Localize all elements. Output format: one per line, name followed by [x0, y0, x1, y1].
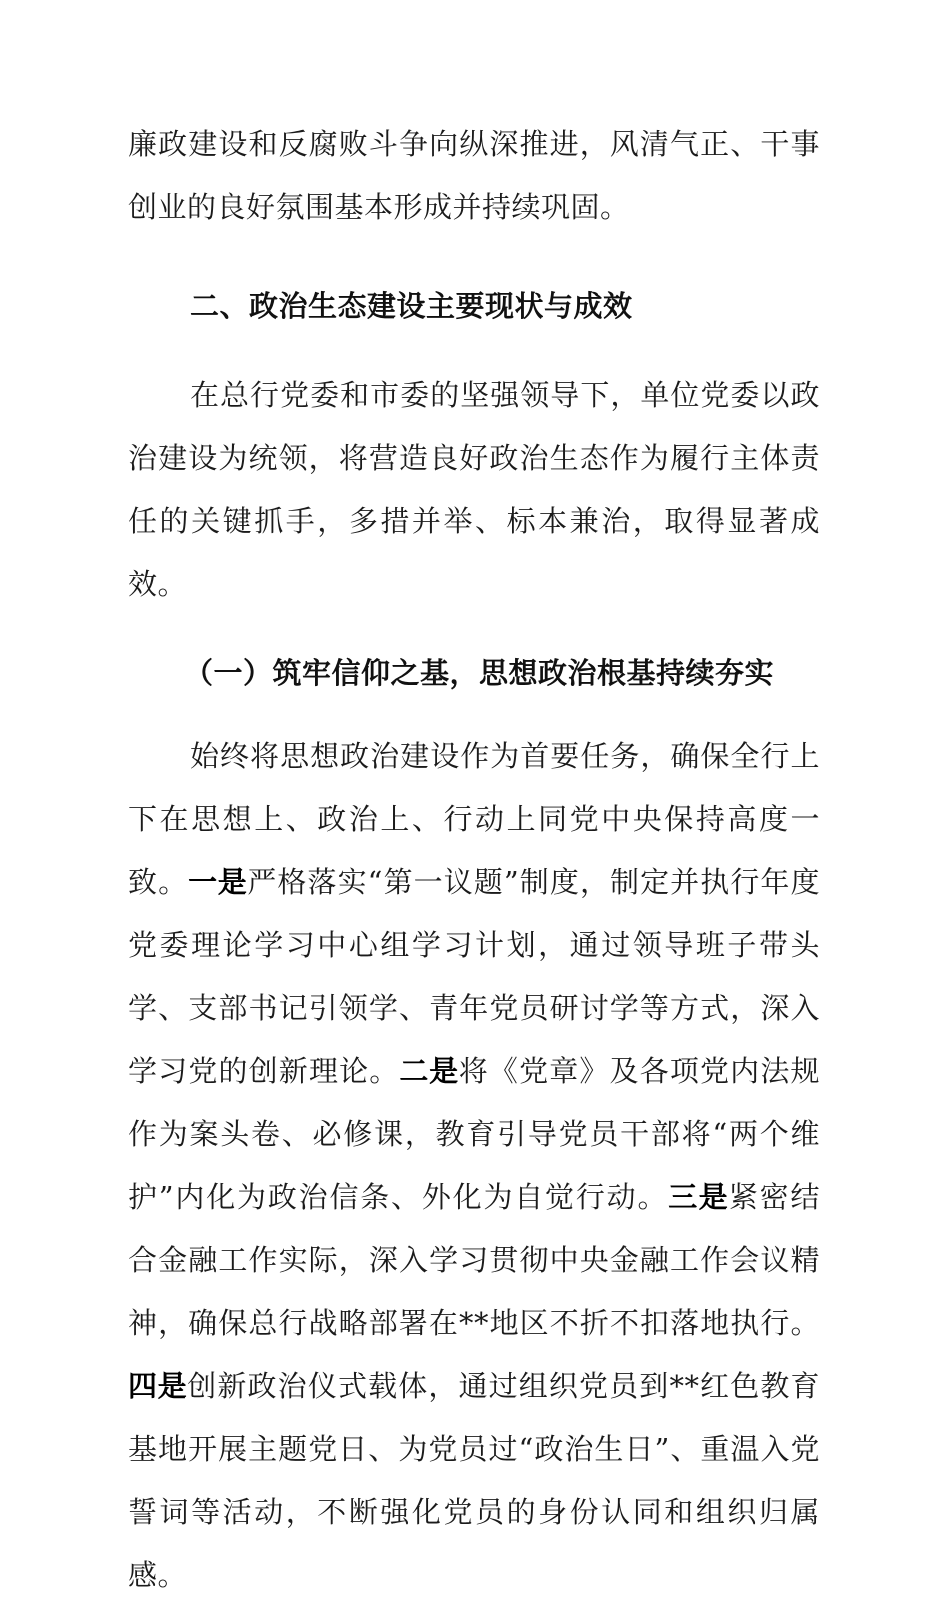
spacer-after-heading-section-two — [128, 338, 820, 364]
heading-subsection-one: （一）筑牢信仰之基，思想政治根基持续夯实 — [184, 656, 775, 690]
document-body — [128, 113, 820, 1607]
paragraph-section-two-intro: 在总行党委和市委的坚强领导下，单位党委以政治建设为统领，将营造良好政治生态作为履行主体责任的关键抓手，多措并举、标本兼治，取得显著成效。 — [128, 378, 820, 601]
spacer-before-heading-section-two — [128, 239, 820, 275]
enumeration-marker-1: 一是 — [188, 865, 248, 899]
paragraph-run-0: 始终将思想政治建设作为首要任务，确保全行上下在思想上、政治上、行动上同党中央保持高度一致。 — [128, 739, 820, 899]
spacer-before-heading-subsection-one — [128, 616, 820, 642]
paragraph-run-6: 紧密结合金融工作实际，深入学习贯彻中央金融工作会议精神，确保总行战略部署在**地区不折不扣落地执行。 — [128, 1180, 820, 1340]
paragraph-subsection-one-body — [128, 725, 820, 1607]
enumeration-marker-5: 三是 — [668, 1180, 729, 1214]
spacer-after-heading-subsection-one — [128, 705, 820, 725]
paragraph-run-8: 创新政治仪式载体，通过组织党员到**红色教育基地开展主题党日、为党员过“政治生日”、重温入党誓词等活动，不断强化党员的身份认同和组织归属感。 — [128, 1369, 820, 1592]
paragraph-run-4: 将《党章》及各项党内法规作为案头卷、必修课，教育引导党员干部将“两个维护”内化为政治信条、外化为自觉行动。 — [128, 1054, 820, 1214]
paragraph-run-2: 严格落实“第一议题”制度，制定并执行年度党委理论学习中心组学习计划，通过领导班子带头学、支部书记引领学、青年党员研讨学等方式，深入学习党的创新理论。 — [128, 865, 820, 1088]
heading-section-two: 二、政治生态建设主要现状与成效 — [190, 289, 633, 323]
enumeration-marker-7: 四是 — [128, 1369, 188, 1403]
enumeration-marker-3: 二是 — [399, 1054, 459, 1088]
paragraph-closing-section-one: 廉政建设和反腐败斗争向纵深推进，风清气正、干事创业的良好氛围基本形成并持续巩固。 — [128, 127, 820, 224]
